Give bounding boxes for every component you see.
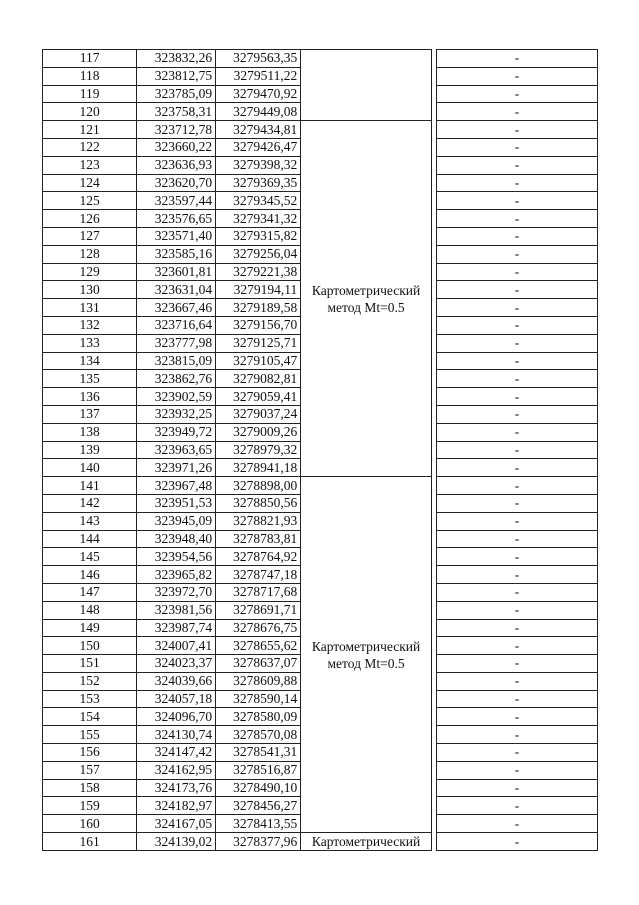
note-cell: - [436, 441, 597, 459]
x-coordinate-cell: 323758,31 [137, 103, 216, 121]
point-number-cell: 134 [43, 352, 137, 370]
point-number-cell: 126 [43, 210, 137, 228]
note-cell: - [436, 174, 597, 192]
y-coordinate-cell: 3278783,81 [216, 530, 301, 548]
y-coordinate-cell: 3279563,35 [216, 50, 301, 68]
point-number-cell: 137 [43, 405, 137, 423]
y-coordinate-cell: 3279189,58 [216, 299, 301, 317]
note-cell: - [436, 281, 597, 299]
y-coordinate-cell: 3278580,09 [216, 708, 301, 726]
note-cell: - [436, 121, 597, 139]
point-number-cell: 156 [43, 744, 137, 762]
point-number-cell: 128 [43, 245, 137, 263]
point-number-cell: 132 [43, 316, 137, 334]
point-number-cell: 130 [43, 281, 137, 299]
point-number-cell: 136 [43, 388, 137, 406]
y-coordinate-cell: 3279009,26 [216, 423, 301, 441]
point-number-cell: 154 [43, 708, 137, 726]
x-coordinate-cell: 323862,76 [137, 370, 216, 388]
x-coordinate-cell: 323972,70 [137, 583, 216, 601]
table-row [43, 50, 598, 68]
x-coordinate-cell: 323971,26 [137, 459, 216, 477]
point-number-cell: 146 [43, 566, 137, 584]
point-number-cell: 160 [43, 815, 137, 833]
x-coordinate-cell: 323951,53 [137, 494, 216, 512]
x-coordinate-cell: 323712,78 [137, 121, 216, 139]
point-number-cell: 147 [43, 583, 137, 601]
x-coordinate-cell: 323585,16 [137, 245, 216, 263]
y-coordinate-cell: 3279105,47 [216, 352, 301, 370]
y-coordinate-cell: 3279037,24 [216, 405, 301, 423]
method-cell: Картометрический метод Mt=0.5 [301, 121, 432, 477]
point-number-cell: 150 [43, 637, 137, 655]
y-coordinate-cell: 3279125,71 [216, 334, 301, 352]
y-coordinate-cell: 3279470,92 [216, 85, 301, 103]
y-coordinate-cell: 3278691,71 [216, 601, 301, 619]
point-number-cell: 143 [43, 512, 137, 530]
point-number-cell: 144 [43, 530, 137, 548]
point-number-cell: 153 [43, 690, 137, 708]
point-number-cell: 121 [43, 121, 137, 139]
point-number-cell: 117 [43, 50, 137, 68]
y-coordinate-cell: 3279434,81 [216, 121, 301, 139]
note-cell: - [436, 67, 597, 85]
note-cell: - [436, 477, 597, 495]
table-row [43, 477, 598, 495]
x-coordinate-cell: 323954,56 [137, 548, 216, 566]
y-coordinate-cell: 3278821,93 [216, 512, 301, 530]
note-cell: - [436, 210, 597, 228]
point-number-cell: 138 [43, 423, 137, 441]
y-coordinate-cell: 3278655,62 [216, 637, 301, 655]
x-coordinate-cell: 323631,04 [137, 281, 216, 299]
table-row [43, 121, 598, 139]
y-coordinate-cell: 3278456,27 [216, 797, 301, 815]
x-coordinate-cell: 323620,70 [137, 174, 216, 192]
y-coordinate-cell: 3279156,70 [216, 316, 301, 334]
note-cell: - [436, 672, 597, 690]
point-number-cell: 149 [43, 619, 137, 637]
note-cell: - [436, 156, 597, 174]
note-cell: - [436, 103, 597, 121]
x-coordinate-cell: 323660,22 [137, 138, 216, 156]
point-number-cell: 159 [43, 797, 137, 815]
note-cell: - [436, 548, 597, 566]
x-coordinate-cell: 323987,74 [137, 619, 216, 637]
note-cell: - [436, 708, 597, 726]
y-coordinate-cell: 3278609,88 [216, 672, 301, 690]
x-coordinate-cell: 323981,56 [137, 601, 216, 619]
y-coordinate-cell: 3278637,07 [216, 655, 301, 673]
x-coordinate-cell: 324167,05 [137, 815, 216, 833]
note-cell: - [436, 583, 597, 601]
note-cell: - [436, 459, 597, 477]
y-coordinate-cell: 3278413,55 [216, 815, 301, 833]
x-coordinate-cell: 324130,74 [137, 726, 216, 744]
x-coordinate-cell: 324139,02 [137, 833, 216, 851]
method-cell [301, 50, 432, 121]
x-coordinate-cell: 324147,42 [137, 744, 216, 762]
point-number-cell: 125 [43, 192, 137, 210]
y-coordinate-cell: 3279221,38 [216, 263, 301, 281]
point-number-cell: 124 [43, 174, 137, 192]
x-coordinate-cell: 323963,65 [137, 441, 216, 459]
point-number-cell: 119 [43, 85, 137, 103]
note-cell: - [436, 494, 597, 512]
note-cell: - [436, 50, 597, 68]
point-number-cell: 158 [43, 779, 137, 797]
x-coordinate-cell: 323667,46 [137, 299, 216, 317]
coordinates-table [42, 49, 598, 851]
x-coordinate-cell: 323965,82 [137, 566, 216, 584]
x-coordinate-cell: 323576,65 [137, 210, 216, 228]
table-row [43, 833, 598, 851]
y-coordinate-cell: 3278377,96 [216, 833, 301, 851]
point-number-cell: 123 [43, 156, 137, 174]
note-cell: - [436, 530, 597, 548]
point-number-cell: 157 [43, 761, 137, 779]
x-coordinate-cell: 323815,09 [137, 352, 216, 370]
y-coordinate-cell: 3279449,08 [216, 103, 301, 121]
note-cell: - [436, 566, 597, 584]
y-coordinate-cell: 3278490,10 [216, 779, 301, 797]
x-coordinate-cell: 323716,64 [137, 316, 216, 334]
y-coordinate-cell: 3279369,35 [216, 174, 301, 192]
point-number-cell: 122 [43, 138, 137, 156]
x-coordinate-cell: 324162,95 [137, 761, 216, 779]
y-coordinate-cell: 3278979,32 [216, 441, 301, 459]
x-coordinate-cell: 323785,09 [137, 85, 216, 103]
y-coordinate-cell: 3278570,08 [216, 726, 301, 744]
x-coordinate-cell: 324057,18 [137, 690, 216, 708]
note-cell: - [436, 352, 597, 370]
y-coordinate-cell: 3279345,52 [216, 192, 301, 210]
point-number-cell: 127 [43, 227, 137, 245]
note-cell: - [436, 655, 597, 673]
x-coordinate-cell: 323902,59 [137, 388, 216, 406]
point-number-cell: 133 [43, 334, 137, 352]
note-cell: - [436, 334, 597, 352]
point-number-cell: 129 [43, 263, 137, 281]
note-cell: - [436, 833, 597, 851]
y-coordinate-cell: 3279398,32 [216, 156, 301, 174]
point-number-cell: 135 [43, 370, 137, 388]
y-coordinate-cell: 3278747,18 [216, 566, 301, 584]
x-coordinate-cell: 324096,70 [137, 708, 216, 726]
y-coordinate-cell: 3279341,32 [216, 210, 301, 228]
x-coordinate-cell: 323601,81 [137, 263, 216, 281]
y-coordinate-cell: 3278516,87 [216, 761, 301, 779]
y-coordinate-cell: 3279315,82 [216, 227, 301, 245]
note-cell: - [436, 726, 597, 744]
note-cell: - [436, 815, 597, 833]
x-coordinate-cell: 324023,37 [137, 655, 216, 673]
note-cell: - [436, 761, 597, 779]
note-cell: - [436, 192, 597, 210]
note-cell: - [436, 370, 597, 388]
note-cell: - [436, 85, 597, 103]
x-coordinate-cell: 323812,75 [137, 67, 216, 85]
x-coordinate-cell: 323949,72 [137, 423, 216, 441]
point-number-cell: 140 [43, 459, 137, 477]
point-number-cell: 139 [43, 441, 137, 459]
y-coordinate-cell: 3279082,81 [216, 370, 301, 388]
y-coordinate-cell: 3278717,68 [216, 583, 301, 601]
y-coordinate-cell: 3279256,04 [216, 245, 301, 263]
x-coordinate-cell: 323948,40 [137, 530, 216, 548]
y-coordinate-cell: 3279426,47 [216, 138, 301, 156]
point-number-cell: 141 [43, 477, 137, 495]
y-coordinate-cell: 3278850,56 [216, 494, 301, 512]
y-coordinate-cell: 3278541,31 [216, 744, 301, 762]
table-body [43, 50, 598, 851]
x-coordinate-cell: 324007,41 [137, 637, 216, 655]
point-number-cell: 118 [43, 67, 137, 85]
y-coordinate-cell: 3278676,75 [216, 619, 301, 637]
note-cell: - [436, 299, 597, 317]
x-coordinate-cell: 324039,66 [137, 672, 216, 690]
x-coordinate-cell: 323832,26 [137, 50, 216, 68]
y-coordinate-cell: 3278898,00 [216, 477, 301, 495]
point-number-cell: 131 [43, 299, 137, 317]
x-coordinate-cell: 324173,76 [137, 779, 216, 797]
point-number-cell: 155 [43, 726, 137, 744]
note-cell: - [436, 405, 597, 423]
method-cell: Картометрический [301, 833, 432, 851]
x-coordinate-cell: 323571,40 [137, 227, 216, 245]
note-cell: - [436, 388, 597, 406]
note-cell: - [436, 316, 597, 334]
note-cell: - [436, 797, 597, 815]
y-coordinate-cell: 3278941,18 [216, 459, 301, 477]
y-coordinate-cell: 3278590,14 [216, 690, 301, 708]
note-cell: - [436, 263, 597, 281]
point-number-cell: 120 [43, 103, 137, 121]
note-cell: - [436, 138, 597, 156]
note-cell: - [436, 690, 597, 708]
note-cell: - [436, 637, 597, 655]
note-cell: - [436, 227, 597, 245]
note-cell: - [436, 245, 597, 263]
x-coordinate-cell: 323597,44 [137, 192, 216, 210]
method-cell: Картометрический метод Mt=0.5 [301, 477, 432, 833]
x-coordinate-cell: 323945,09 [137, 512, 216, 530]
note-cell: - [436, 423, 597, 441]
note-cell: - [436, 601, 597, 619]
note-cell: - [436, 619, 597, 637]
note-cell: - [436, 779, 597, 797]
point-number-cell: 152 [43, 672, 137, 690]
x-coordinate-cell: 323777,98 [137, 334, 216, 352]
x-coordinate-cell: 323967,48 [137, 477, 216, 495]
note-cell: - [436, 744, 597, 762]
x-coordinate-cell: 323932,25 [137, 405, 216, 423]
point-number-cell: 142 [43, 494, 137, 512]
y-coordinate-cell: 3279194,11 [216, 281, 301, 299]
x-coordinate-cell: 324182,97 [137, 797, 216, 815]
x-coordinate-cell: 323636,93 [137, 156, 216, 174]
y-coordinate-cell: 3278764,92 [216, 548, 301, 566]
y-coordinate-cell: 3279511,22 [216, 67, 301, 85]
point-number-cell: 151 [43, 655, 137, 673]
point-number-cell: 145 [43, 548, 137, 566]
note-cell: - [436, 512, 597, 530]
point-number-cell: 148 [43, 601, 137, 619]
y-coordinate-cell: 3279059,41 [216, 388, 301, 406]
point-number-cell: 161 [43, 833, 137, 851]
